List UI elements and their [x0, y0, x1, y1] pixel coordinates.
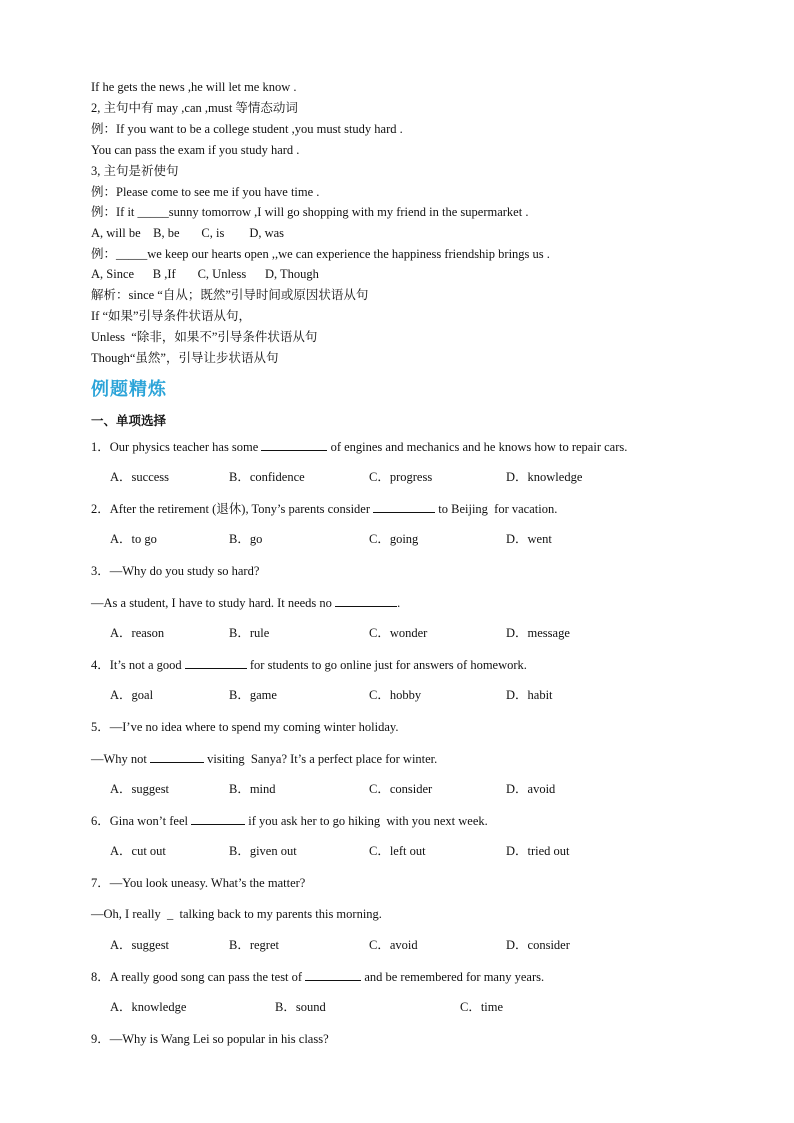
question-stem-continued: . — [397, 596, 401, 610]
answer-blank — [261, 438, 327, 451]
question-stem-continued: of engines and mechanics and he knows how to repair cars. — [327, 440, 628, 454]
answer-blank — [191, 812, 245, 825]
question-stem: 2．After the retirement (退休), Tony’s parents consider — [91, 502, 374, 516]
answer-option: D．consider — [506, 938, 570, 952]
question-stem: 5．—I’ve no idea where to spend my coming winter holiday. — [91, 720, 399, 734]
answer-option: B．rule — [229, 626, 270, 640]
question-text — [91, 438, 627, 455]
answer-option: C．time — [460, 1000, 504, 1014]
question-stem-continued: for students to go online just for answers of homework. — [246, 658, 527, 672]
answer-blank — [373, 500, 435, 513]
answer-option: B．given out — [229, 844, 297, 858]
question-stem: —As a student, I have to study hard. It needs no — [91, 596, 336, 610]
question-text — [91, 656, 527, 673]
answer-option: C．progress — [369, 470, 433, 484]
note-line: 例：If you want to be a college student ,you must study hard . — [91, 122, 403, 136]
answer-blank — [150, 750, 204, 763]
answer-option: B．confidence — [229, 470, 305, 484]
answer-option: B．go — [229, 532, 263, 546]
note-line: If “如果”引导条件状语从句， — [91, 309, 252, 323]
question-stem: 8．A really good song can pass the test of — [91, 970, 306, 984]
answer-blank — [305, 968, 361, 981]
note-line: 例：_____we keep our hearts open ,,we can experience the happiness friendship brings us . — [91, 247, 550, 261]
question-text — [91, 719, 398, 735]
answer-option: A．reason — [110, 626, 165, 640]
answer-option: C．left out — [369, 844, 426, 858]
note-line: 例：Please come to see me if you have time . — [91, 185, 320, 199]
question-stem: 7．—You look uneasy. What’s the matter? — [91, 876, 306, 890]
question-stem-continued: if you ask her to go hiking with you next week. — [245, 814, 488, 828]
question-text — [91, 563, 259, 579]
note-line: You can pass the exam if you study hard . — [91, 143, 300, 157]
answer-option: B．mind — [229, 782, 276, 796]
question-stem-continued: and be remembered for many years. — [361, 970, 545, 984]
answer-option: B．game — [229, 688, 277, 702]
question-text — [91, 875, 305, 891]
question-stem: 6．Gina won’t feel — [91, 814, 192, 828]
answer-option: B．regret — [229, 938, 279, 952]
answer-option: D．went — [506, 532, 552, 546]
question-stem-continued: to Beijing for vacation. — [435, 502, 558, 516]
subsection-title: 一、单项选择 — [91, 413, 167, 428]
answer-option: A．suggest — [110, 938, 170, 952]
answer-option: D．avoid — [506, 782, 556, 796]
question-stem: 3．—Why do you study so hard? — [91, 564, 260, 578]
question-text — [91, 750, 437, 767]
answer-option: C．consider — [369, 782, 433, 796]
question-stem: 9．—Why is Wang Lei so popular in his class? — [91, 1032, 329, 1046]
note-line: Though“虽然”，引导让步状语从句 — [91, 351, 279, 365]
question-text — [91, 500, 557, 517]
note-line: 2, 主句中有 may ,can ,must 等情态动词 — [91, 101, 298, 115]
answer-option: A．to go — [110, 532, 157, 546]
question-text — [91, 812, 488, 829]
answer-option: A．cut out — [110, 844, 166, 858]
note-line: A, Since B ,If C, Unless D, Though — [91, 267, 319, 281]
answer-blank — [335, 594, 397, 607]
note-line: If he gets the news ,he will let me know . — [91, 80, 297, 94]
question-stem: —Oh, I really _ talking back to my parents this morning. — [91, 907, 382, 921]
answer-option: C．hobby — [369, 688, 422, 702]
question-stem: 4．It’s not a good — [91, 658, 185, 672]
question-text — [91, 968, 544, 985]
answer-option: A．goal — [110, 688, 154, 702]
note-line: 例：If it _____sunny tomorrow ,I will go shopping with my friend in the supermarket . — [91, 205, 529, 219]
answer-option: B．sound — [275, 1000, 326, 1014]
answer-option: A．success — [110, 470, 170, 484]
question-stem-continued: visiting Sanya? It’s a perfect place for winter. — [204, 752, 438, 766]
question-text — [91, 594, 400, 611]
note-line: A, will be B, be C, is D, was — [91, 226, 285, 240]
question-stem: —Why not — [91, 752, 151, 766]
answer-option: D．tried out — [506, 844, 570, 858]
question-stem: 1．Our physics teacher has some — [91, 440, 262, 454]
answer-option: D．knowledge — [506, 470, 583, 484]
answer-option: C．wonder — [369, 626, 428, 640]
answer-option: D．message — [506, 626, 570, 640]
section-heading: 例题精炼 — [91, 379, 167, 400]
question-text — [91, 906, 382, 922]
note-line: 3, 主句是祈使句 — [91, 164, 179, 178]
answer-option: A．knowledge — [110, 1000, 187, 1014]
note-line: Unless “除非，如果不”引导条件状语从句 — [91, 330, 318, 344]
answer-option: D．habit — [506, 688, 553, 702]
note-line: 解析：since “自从；既然”引导时间或原因状语从句 — [91, 288, 369, 302]
answer-blank — [185, 656, 247, 669]
answer-option: C．going — [369, 532, 419, 546]
question-text — [91, 1031, 329, 1047]
answer-option: A．suggest — [110, 782, 170, 796]
answer-option: C．avoid — [369, 938, 418, 952]
